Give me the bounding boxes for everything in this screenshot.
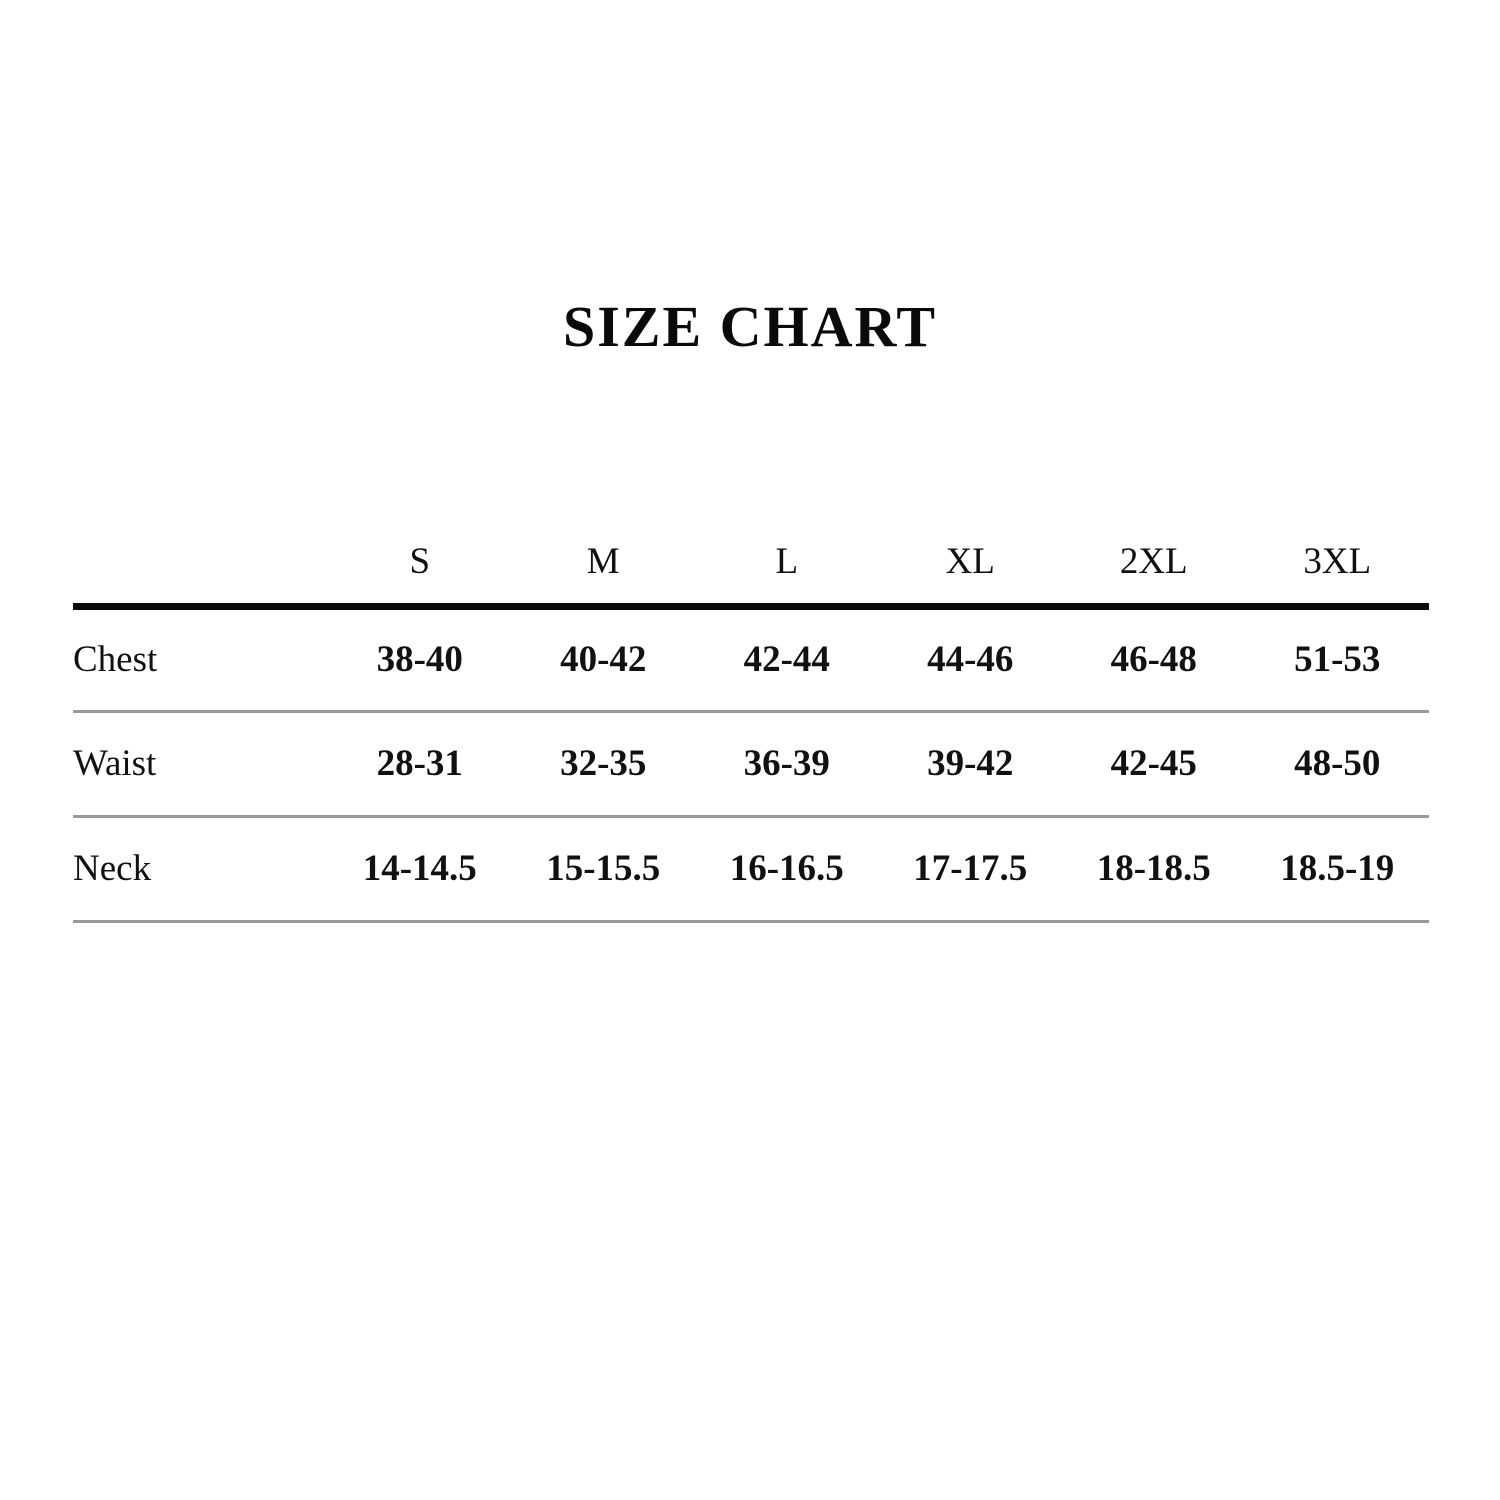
column-header-2xl: 2XL [1062, 520, 1246, 606]
table-cell: 17-17.5 [913, 848, 1028, 889]
table-cell: 44-46 [927, 639, 1014, 680]
column-header-xl: XL [879, 520, 1063, 606]
column-header-m: M [512, 520, 696, 606]
table-cell: 48-50 [1294, 743, 1381, 784]
row-label-waist: Waist [73, 743, 157, 784]
table-cell: 38-40 [376, 639, 463, 680]
table-cell: 40-42 [560, 639, 647, 680]
row-label-neck: Neck [73, 848, 152, 889]
table-cell: 39-42 [927, 743, 1014, 784]
header-row [73, 520, 1429, 606]
table-cell: 51-53 [1294, 639, 1381, 680]
size-chart-table [73, 520, 1429, 923]
table-cell: 18-18.5 [1096, 848, 1211, 889]
corner-cell [73, 520, 328, 606]
table-cell: 46-48 [1110, 639, 1197, 680]
column-header-s: S [328, 520, 512, 606]
table-cell: 15-15.5 [546, 848, 661, 889]
table-cell: 14-14.5 [362, 848, 477, 889]
table-cell: 16-16.5 [729, 848, 844, 889]
table-row-waist [73, 711, 1429, 816]
table-cell: 32-35 [560, 743, 647, 784]
column-header-l: L [695, 520, 879, 606]
table-cell: 42-44 [743, 639, 830, 680]
table-cell: 18.5-19 [1280, 848, 1395, 889]
table-cell: 28-31 [376, 743, 463, 784]
table-cell: 42-45 [1110, 743, 1197, 784]
column-header-3xl: 3XL [1246, 520, 1430, 606]
table-row-chest [73, 606, 1429, 711]
table-row-neck [73, 816, 1429, 921]
page-title: SIZE CHART [562, 294, 938, 359]
table-cell: 36-39 [743, 743, 830, 784]
row-label-chest: Chest [73, 639, 158, 680]
